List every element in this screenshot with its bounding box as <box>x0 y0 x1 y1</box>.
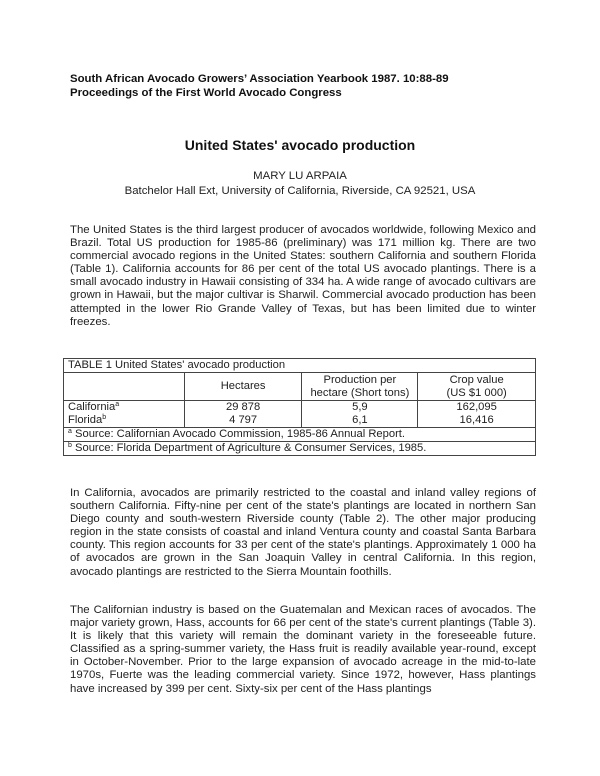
cell-production: 5,9 <box>302 401 418 415</box>
row-label: Florida$^b$ <box>64 414 185 428</box>
row-label: California$^a$ <box>64 401 185 415</box>
header-hectares: Hectares <box>184 373 302 401</box>
table-footnote: $^b$ Source: Florida Department of Agriculture & Consumer Services, 1985. <box>64 442 536 456</box>
header-empty <box>64 373 185 401</box>
author-block <box>0 169 600 199</box>
header-crop-value: Crop value (US $1 000) <box>418 373 536 401</box>
cell-hectares: 4 797 <box>184 414 302 428</box>
table-header-row <box>64 373 536 401</box>
author-affiliation: Batchelor Hall Ext, University of California, Riverside, CA 92521, USA <box>124 185 476 197</box>
table-row <box>64 414 536 428</box>
paragraph-intro: The United States is the third largest producer of avocados worldwide, following Mexico and Brazil. Total US production for 1985-86 (preliminary) was 171 million kg. There are two commercial avocado regions in the United States: southern California and southern Florida (Table 1). California accounts for 86 per cent of the total US avocado plantings. There is a small avocado industry in Hawaii consisting of 334 ha. A wide range of avocado cultivars are grown in Hawaii, but the major cultivar is Sharwil. Commercial avocado production has been attempted in the lower Rio Grande Valley of Texas, but has been limited due to winter freezes. <box>70 224 536 328</box>
header-production: Production per hectare (Short tons) <box>302 373 418 401</box>
author-name: MARY LU ARPAIA <box>253 170 347 182</box>
cell-production: 6,1 <box>302 414 418 428</box>
table-row <box>64 401 536 415</box>
cell-crop-value: 162,095 <box>418 401 536 415</box>
cell-hectares: 29 878 <box>184 401 302 415</box>
table-footnote: $^a$ Source: Californian Avocado Commission, 1985-86 Annual Report. <box>64 428 536 442</box>
cell-crop-value: 16,416 <box>418 414 536 428</box>
paragraph-california: In California, avocados are primarily restricted to the coastal and inland valley regions of southern California. Fifty-nine per cent of the state's plantings are located in northern San Diego county and south-western Riverside county (Table 2). The other major producing region in the state consists of coastal and inland Ventura county and coastal Santa Barbara county. This region accounts for 33 per cent of the state's plantings. Approximately 1 000 ha of avocados are grown in the San Joaquin Valley in central California. In this region, avocado plantings are restricted to the Sierra Mountain foothills. <box>70 487 536 578</box>
article-title: United States' avocado production <box>184 137 416 153</box>
journal-citation: South African Avocado Growers’ Association Yearbook 1987. 10:88-89 <box>70 73 449 85</box>
table-1 <box>63 358 536 456</box>
paragraph-industry: The Californian industry is based on the Guatemalan and Mexican races of avocados. The major variety grown, Hass, accounts for 66 per cent of the state's current plantings (Table 3). It is likely that this variety will remain the dominant variety in the foreseeable future. Classified as a spring-summer variety, the Hass fruit is readily available year-round, except in October-November. Prior to the large expansion of avocado acreage in the mid-to-late 1970s, Fuerte was the leading commercial variety. Since 1972, however, Hass plantings have increased by 399 per cent. Sixty-six per cent of the Hass plantings <box>70 604 536 695</box>
proceedings-line: Proceedings of the First World Avocado Congress <box>70 87 342 99</box>
table-caption: TABLE 1 United States' avocado production <box>64 359 536 373</box>
journal-header <box>70 72 540 100</box>
